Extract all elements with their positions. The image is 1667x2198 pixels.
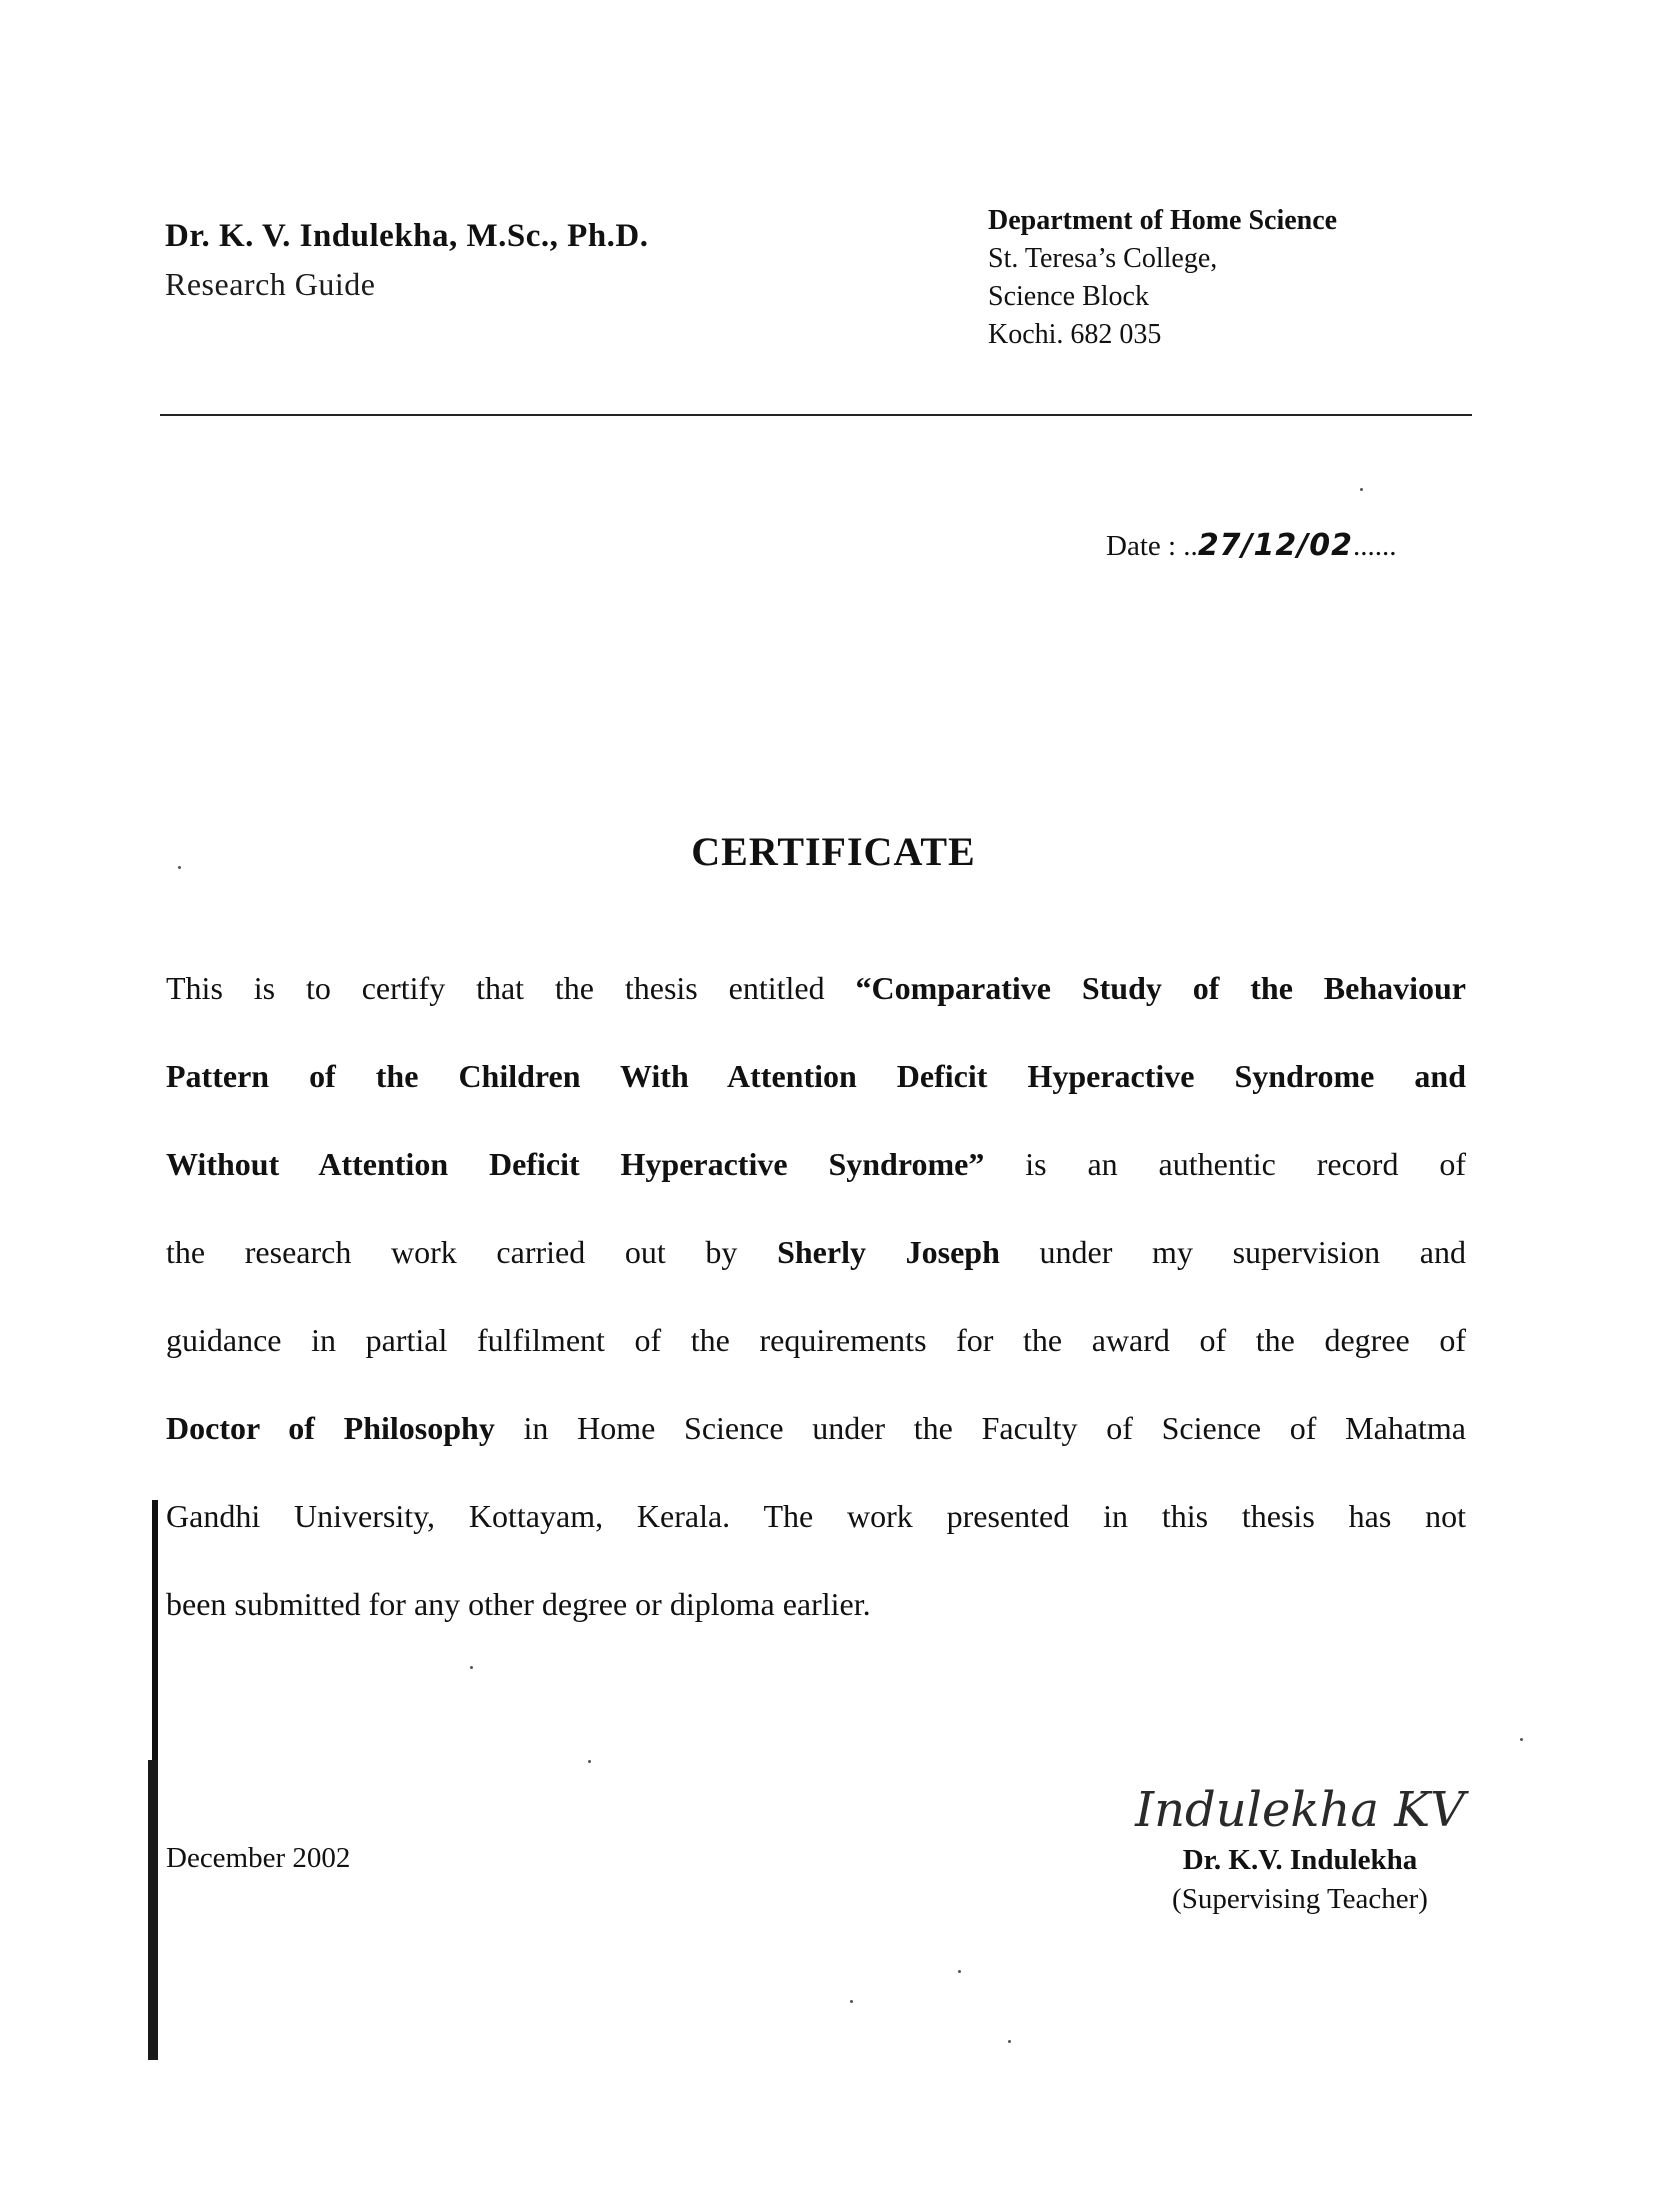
signature-block (1100, 1782, 1500, 1916)
certificate-bold-text: Sherly Joseph (777, 1234, 1000, 1270)
certificate-text: under my supervision and (999, 1234, 1466, 1270)
certificate-line (166, 1472, 1466, 1560)
certificate-text: guidance in partial fulfilment of the requirements for the award of the degree of (166, 1322, 1466, 1358)
department-line: Department of Home Science (988, 205, 1338, 236)
date-line (1106, 528, 1396, 563)
certificate-line (166, 1120, 1466, 1208)
certificate-line (166, 1032, 1466, 1120)
certificate-bold-text: “Comparative Study of the Behaviour (855, 970, 1467, 1006)
scan-speck (1520, 1738, 1523, 1741)
certificate-body (166, 944, 1466, 1648)
date-label: Date : .. (1106, 530, 1198, 562)
date-value: 27/12/02 (1197, 528, 1353, 563)
certificate-text: in Home Science under the Faculty of Science of Mahatma (494, 1410, 1467, 1446)
department-line: Science Block (988, 281, 1149, 312)
guide-name: Dr. K. V. Indulekha, M.Sc., Ph.D. (165, 218, 649, 254)
scan-speck (178, 866, 181, 869)
scan-speck (958, 1970, 961, 1973)
certificate-text: the research work carried out by (166, 1234, 778, 1270)
date-trail: ...... (1352, 530, 1397, 562)
department-line: St. Teresa’s College, (988, 243, 1218, 274)
certificate-title: CERTIFICATE (691, 829, 976, 874)
certificate-line (166, 944, 1466, 1032)
department-line: Kochi. 682 035 (988, 319, 1162, 350)
certificate-text: This is to certify that the thesis entitled (166, 970, 856, 1006)
certificate-line (166, 1296, 1466, 1384)
certificate-bold-text: Without Attention Deficit Hyperactive Syndrome” (166, 1146, 985, 1182)
signatory-role: (Supervising Teacher) (1172, 1883, 1428, 1915)
certificate-text: is an authentic record of (984, 1146, 1467, 1182)
guide-role: Research Guide (165, 266, 376, 302)
signature: Indulekha KV (1135, 1782, 1465, 1838)
certificate-line (166, 1560, 1466, 1648)
certificate-bold-text: Doctor of Philosophy (166, 1410, 495, 1446)
scan-speck (470, 1666, 473, 1669)
certificate-bold-text: Pattern of the Children With Attention Deficit Hyperactive Syndrome and (166, 1058, 1466, 1094)
header-divider (160, 414, 1472, 416)
scan-speck (1360, 488, 1363, 491)
header-divider-gap (160, 416, 300, 418)
issue-date: December 2002 (166, 1842, 351, 1874)
certificate-line (166, 1384, 1466, 1472)
certificate-text: been submitted for any other degree or diploma earlier. (166, 1586, 871, 1622)
signatory-name: Dr. K.V. Indulekha (1182, 1844, 1418, 1876)
certificate-text: Gandhi University, Kottayam, Kerala. The work presented in this thesis has not (166, 1498, 1466, 1534)
certificate-line (166, 1208, 1466, 1296)
scan-speck (1008, 2040, 1011, 2043)
scan-speck (588, 1760, 591, 1763)
binding-edge-shadow (148, 1760, 158, 2060)
scan-speck (850, 2000, 853, 2003)
department-address (988, 202, 1337, 354)
